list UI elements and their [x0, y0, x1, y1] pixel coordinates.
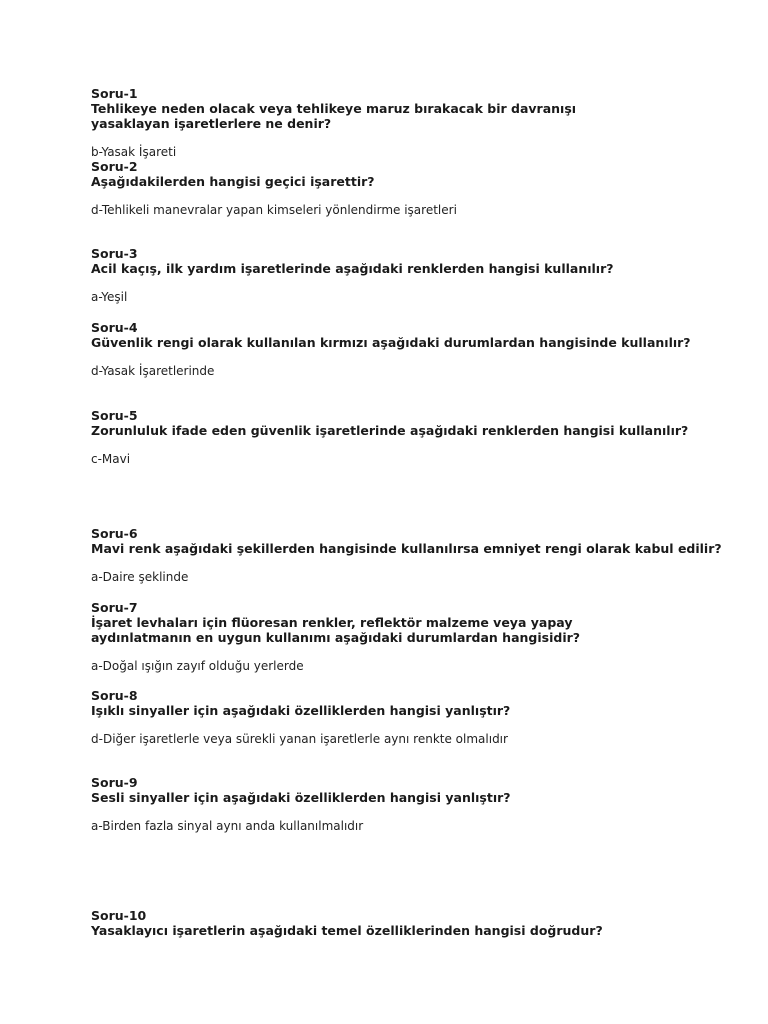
question-number: Soru-5 [91, 408, 138, 423]
question-block [91, 246, 711, 305]
question-text: Aşağıdakilerden hangisi geçici işarettir? [91, 174, 375, 189]
question-block [91, 320, 711, 379]
question-number: Soru-1 [91, 86, 138, 101]
question-number: Soru-3 [91, 246, 138, 261]
question-text: Tehlikeye neden olacak veya tehlikeye maruz bırakacak bir davranışı yasaklayan işaretlerlere ne denir? [91, 101, 577, 131]
question-text: Işıklı sinyaller için aşağıdaki özelliklerden hangisi yanlıştır? [91, 703, 511, 718]
question-text: İşaret levhaları için flüoresan renkler, reflektör malzeme veya yapay aydınlatmanın en uygun kullanımı aşağıdaki durumlardan hangisidir? [91, 615, 581, 645]
question-block [91, 408, 711, 467]
question-answer: d-Diğer işaretlerle veya sürekli yanan işaretlerle aynı renkte olmalıdır [91, 732, 508, 746]
question-text: Zorunluluk ifade eden güvenlik işaretlerinde aşağıdaki renklerden hangisi kullanılır? [91, 423, 689, 438]
question-block [91, 159, 711, 218]
question-answer: a-Doğal ışığın zayıf olduğu yerlerde [91, 659, 304, 673]
question-text: Acil kaçış, ilk yardım işaretlerinde aşağıdaki renklerden hangisi kullanılır? [91, 261, 614, 276]
question-text: Yasaklayıcı işaretlerin aşağıdaki temel özelliklerinden hangisi doğrudur? [91, 923, 603, 938]
question-block [91, 688, 711, 747]
question-text: Mavi renk aşağıdaki şekillerden hangisinde kullanılırsa emniyet rengi olarak kabul edilir? [91, 541, 722, 556]
question-block [91, 86, 711, 160]
question-number: Soru-2 [91, 159, 138, 174]
question-number: Soru-10 [91, 908, 147, 923]
question-answer: b-Yasak İşareti [91, 145, 177, 159]
question-number: Soru-9 [91, 775, 138, 790]
question-answer: a-Yeşil [91, 290, 128, 304]
question-block [91, 600, 711, 674]
question-answer: a-Birden fazla sinyal aynı anda kullanılmalıdır [91, 819, 364, 833]
question-block [91, 908, 711, 938]
question-answer: d-Tehlikeli manevralar yapan kimseleri yönlendirme işaretleri [91, 203, 457, 217]
question-number: Soru-7 [91, 600, 138, 615]
question-number: Soru-8 [91, 688, 138, 703]
question-text: Güvenlik rengi olarak kullanılan kırmızı aşağıdaki durumlardan hangisinde kullanılır? [91, 335, 691, 350]
question-block [91, 775, 711, 834]
question-answer: a-Daire şeklinde [91, 570, 189, 584]
question-answer: c-Mavi [91, 452, 131, 466]
question-block [91, 526, 722, 585]
question-number: Soru-4 [91, 320, 138, 335]
question-text: Sesli sinyaller için aşağıdaki özelliklerden hangisi yanlıştır? [91, 790, 511, 805]
question-answer: d-Yasak İşaretlerinde [91, 364, 215, 378]
question-number: Soru-6 [91, 526, 138, 541]
